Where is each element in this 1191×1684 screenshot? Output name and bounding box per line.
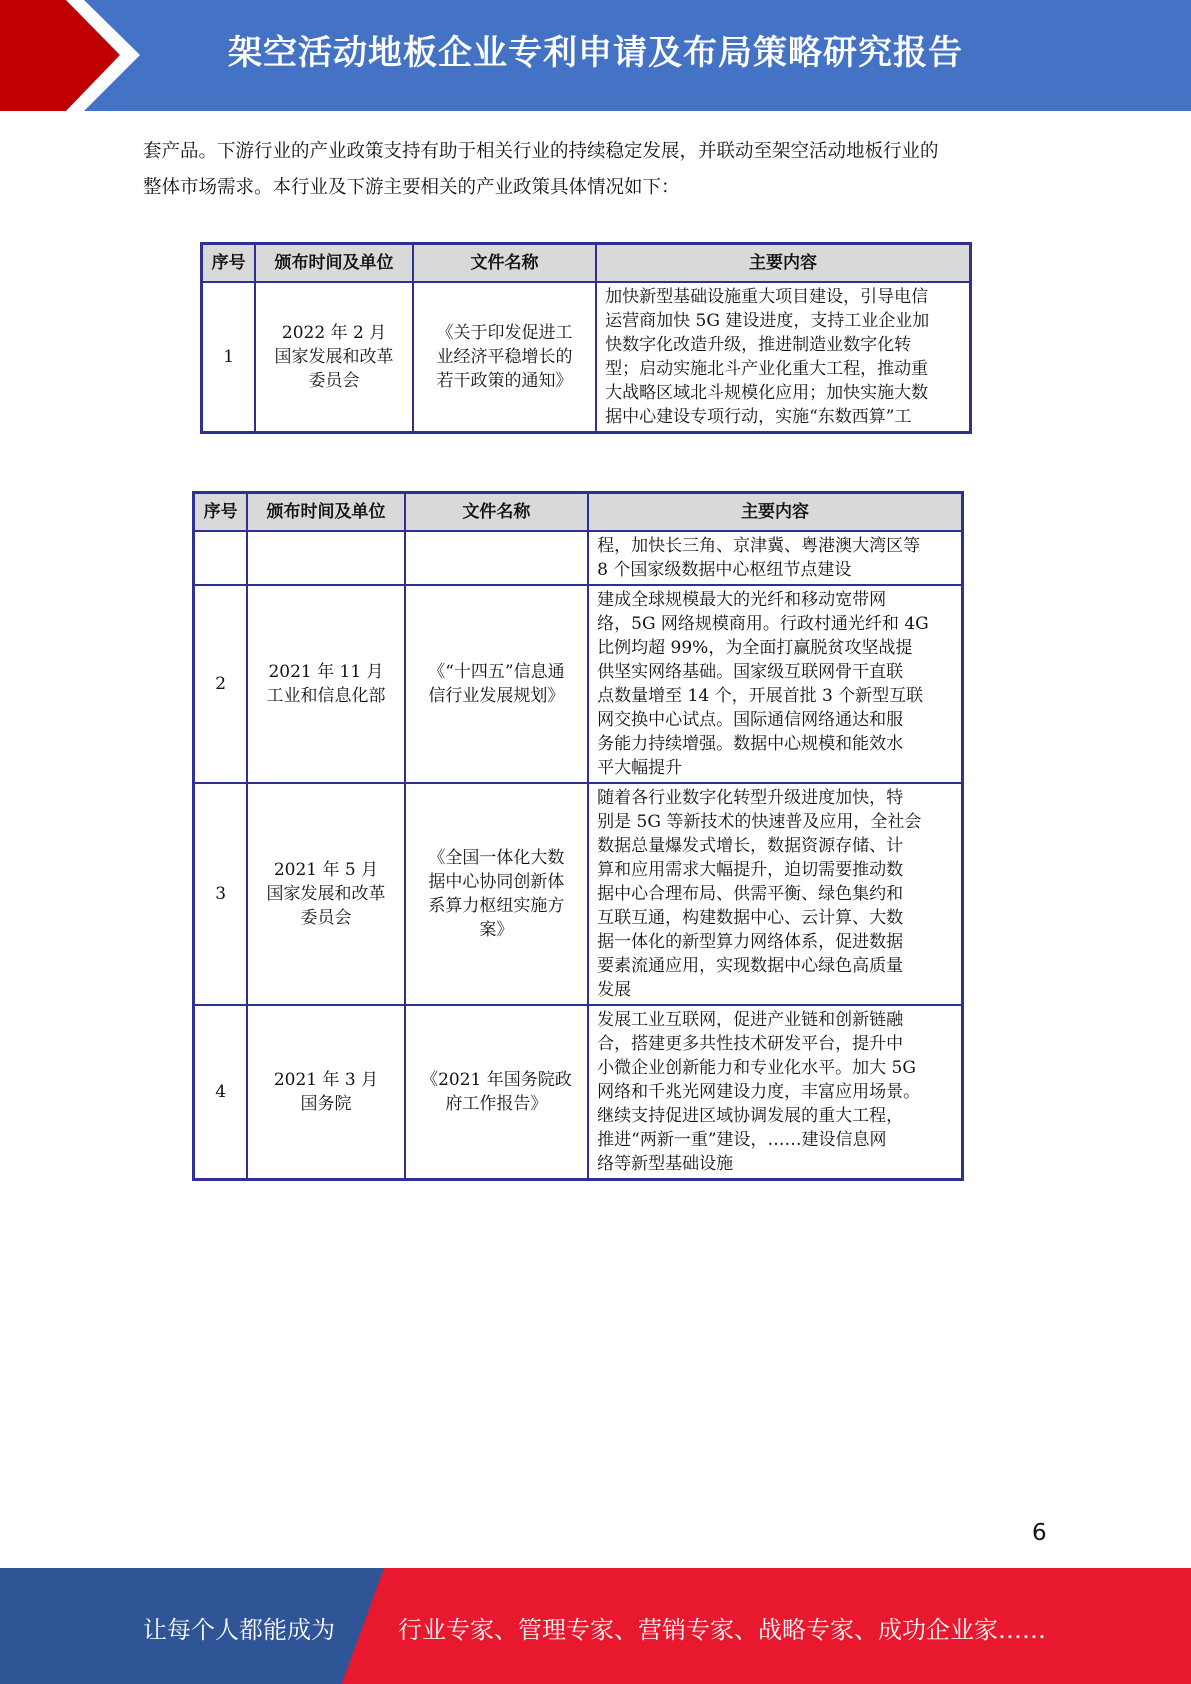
- cell-doc-line: 案》: [479, 920, 514, 940]
- cell-content-line: 络，5G 网络规模商用。行政村通光纤和 4G: [597, 614, 929, 634]
- header-doc: 文件名称: [413, 244, 596, 283]
- cell-date: [247, 531, 404, 585]
- cell-date: [247, 585, 404, 783]
- cell-content-line: 网络和千兆光网建设力度，丰富应用场景。: [597, 1082, 921, 1102]
- cell-content-line: 小微企业创新能力和专业化水平。加大 5G: [597, 1058, 916, 1078]
- header-date: 颁布时间及单位: [247, 493, 404, 532]
- cell-doc-line: 《全国一体化大数: [428, 848, 565, 868]
- header-date: 颁布时间及单位: [255, 244, 412, 283]
- cell-content-line: 平大幅提升: [597, 758, 683, 778]
- cell-no: 3: [194, 783, 248, 1005]
- cell-content-line: 务能力持续增强。数据中心规模和能效水: [597, 734, 904, 754]
- red-chevron-decoration: [0, 0, 160, 111]
- cell-no: 1: [202, 282, 256, 433]
- cell-doc-line: 据中心协同创新体: [428, 872, 565, 892]
- cell-date-line: 委员会: [300, 908, 352, 928]
- header-no: 序号: [202, 244, 256, 283]
- intro-line: 整体市场需求。本行业及下游主要相关的产业政策具体情况如下：: [143, 177, 680, 198]
- cell-content-line: 程，加快长三角、京津冀、粤港澳大湾区等: [597, 536, 921, 556]
- cell-content-line: 型；启动实施北斗产业化重大工程，推动重: [605, 359, 929, 379]
- cell-content: [588, 531, 962, 585]
- table-body: [194, 531, 963, 1180]
- header-no: 序号: [194, 493, 248, 532]
- header-content: 主要内容: [588, 493, 962, 532]
- report-title: 架空活动地板企业专利申请及布局策略研究报告: [228, 33, 963, 73]
- table-row: [194, 1005, 963, 1180]
- cell-content: [588, 585, 962, 783]
- cell-date-line: 2021 年 11 月: [268, 662, 384, 682]
- table-header-row: [202, 244, 971, 283]
- table-header-row: [194, 493, 963, 532]
- footer-slogan-left: 让每个人都能成为: [143, 1616, 335, 1644]
- cell-content-line: 别是 5G 等新技术的快速普及应用，全社会: [597, 812, 922, 832]
- table-body: [202, 282, 971, 433]
- cell-content-line: 推进“两新一重”建设，……建设信息网: [597, 1130, 887, 1150]
- cell-content-line: 继续支持促进区域协调发展的重大工程，: [597, 1106, 904, 1126]
- cell-date-line: 2021 年 5 月: [273, 860, 379, 880]
- cell-content-line: 据中心合理布局、供需平衡、绿色集约和: [597, 884, 904, 904]
- table-row: [194, 585, 963, 783]
- policy-table-part1: [200, 242, 972, 434]
- cell-date: [247, 783, 404, 1005]
- cell-content-line: 随着各行业数字化转型升级进度加快，特: [597, 788, 904, 808]
- cell-date-line: 2022 年 2 月: [281, 323, 387, 343]
- header-content: 主要内容: [596, 244, 970, 283]
- cell-no: [194, 531, 248, 585]
- cell-doc-line: 《“十四五”信息通: [428, 662, 565, 682]
- cell-content-line: 点数量增至 14 个，开展首批 3 个新型互联: [597, 686, 924, 706]
- cell-date: [247, 1005, 404, 1180]
- cell-content-line: 建成全球规模最大的光纤和移动宽带网: [597, 590, 887, 610]
- cell-content-line: 发展: [597, 980, 632, 1000]
- cell-content-line: 数据总量爆发式增长，数据资源存储、计: [597, 836, 904, 856]
- cell-content-line: 互联互通，构建数据中心、云计算、大数: [597, 908, 904, 928]
- cell-doc-line: 《2021 年国务院政: [421, 1070, 572, 1090]
- cell-doc-line: 府工作报告》: [445, 1094, 548, 1114]
- intro-line: 套产品。下游行业的产业政策支持有助于相关行业的持续稳定发展，并联动至架空活动地板行业的: [143, 141, 939, 162]
- cell-content-line: 据中心建设专项行动，实施“东数西算”工: [605, 407, 912, 427]
- cell-doc-line: 若干政策的通知》: [436, 371, 573, 391]
- cell-content-line: 要素流通应用，实现数据中心绿色高质量: [597, 956, 904, 976]
- cell-content: [588, 1005, 962, 1180]
- cell-content-line: 比例均超 99%，为全面打赢脱贫攻坚战提: [597, 638, 913, 658]
- page-footer: [0, 1568, 1191, 1684]
- cell-date-line: 工业和信息化部: [266, 686, 386, 706]
- cell-content-line: 算和应用需求大幅提升，迫切需要推动数: [597, 860, 904, 880]
- cell-content-line: 运营商加快 5G 建设进度，支持工业企业加: [605, 311, 930, 331]
- cell-date-line: 国家发展和改革: [274, 347, 394, 367]
- cell-content-line: 大战略区域北斗规模化应用；加快实施大数: [605, 383, 929, 403]
- cell-date: [255, 282, 412, 433]
- cell-date-line: 国家发展和改革: [266, 884, 386, 904]
- cell-date-line: 国务院: [300, 1094, 352, 1114]
- cell-content-line: 加快新型基础设施重大项目建设，引导电信: [605, 287, 929, 307]
- table-row: [202, 282, 971, 433]
- cell-content-line: 合，搭建更多共性技术研发平台，提升中: [597, 1034, 904, 1054]
- table-row: [194, 783, 963, 1005]
- cell-content: [588, 783, 962, 1005]
- cell-doc-line: 信行业发展规划》: [428, 686, 565, 706]
- footer-slogan-right: 行业专家、管理专家、营销专家、战略专家、成功企业家……: [398, 1616, 1046, 1644]
- cell-content-line: 8 个国家级数据中心枢纽节点建设: [597, 560, 852, 580]
- cell-no: 4: [194, 1005, 248, 1180]
- cell-content-line: 网交换中心试点。国际通信网络通达和服: [597, 710, 904, 730]
- policy-table-part2: [192, 491, 964, 1181]
- cell-doc: [405, 585, 588, 783]
- cell-doc: [405, 1005, 588, 1180]
- cell-doc-line: 系算力枢纽实施方: [428, 896, 565, 916]
- intro-paragraph: [143, 134, 1063, 206]
- cell-content: [596, 282, 970, 433]
- cell-doc: [405, 531, 588, 585]
- cell-content-line: 供坚实网络基础。国家级互联网骨干直联: [597, 662, 904, 682]
- cell-no: 2: [194, 585, 248, 783]
- cell-date-line: 2021 年 3 月: [273, 1070, 379, 1090]
- cell-doc-line: 业经济平稳增长的: [436, 347, 573, 367]
- cell-content-line: 快数字化改造升级，推进制造业数字化转: [605, 335, 912, 355]
- cell-doc: [413, 282, 596, 433]
- cell-content-line: 络等新型基础设施: [597, 1154, 734, 1174]
- cell-doc-line: 《关于印发促进工: [436, 323, 573, 343]
- header-doc: 文件名称: [405, 493, 588, 532]
- cell-doc: [405, 783, 588, 1005]
- cell-date-line: 委员会: [308, 371, 360, 391]
- table-row: [194, 531, 963, 585]
- page-number: 6: [1032, 1520, 1047, 1546]
- page-header: [0, 0, 1191, 111]
- cell-content-line: 发展工业互联网，促进产业链和创新链融: [597, 1010, 904, 1030]
- cell-content-line: 据一体化的新型算力网络体系，促进数据: [597, 932, 904, 952]
